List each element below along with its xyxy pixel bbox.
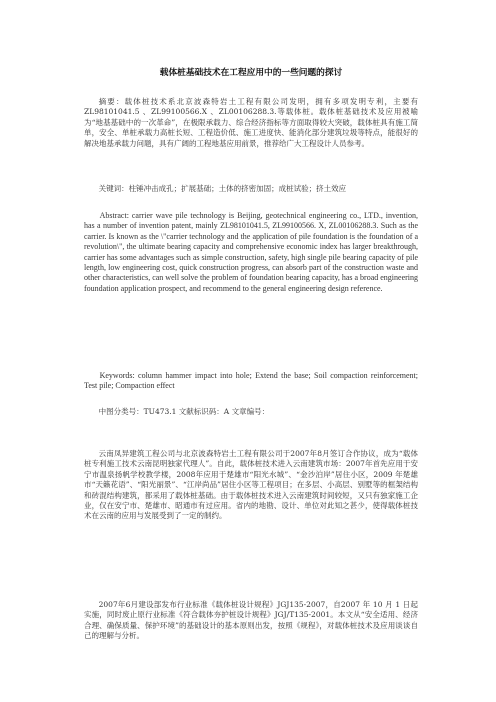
keywords-en: Keywords: column hammer impact into hole; Extend the base; Soil compaction reinforcement; Test pile; Compaction effect <box>84 371 418 391</box>
body-paragraph-2: 2007年6月建设部发布行业标准《载体桩设计规程》JGJ135-2007，自2007 年 10 月 1 日起实施，同时废止原行业标准《符合载体夯护桩设计规程》JGJ/T135-2001。本文从“安全适用、经济合理、确保质量、保护环境”的基础设计的基本原则出发，按照《规程》，对载体桩技术及应用谈谈自己的理解与分析。 <box>84 600 418 641</box>
abstract-cn: 摘要：载体桩技术系北京波森特岩土工程有限公司发明，拥有多项发明专利，主要有ZL98101041.5 、ZL99100566.X 、ZL00106288.3.等载体桩。载体桩基础技术及应用被喻为“地基基础中的一次革命”，在极限承载力、综合经济指标等方面取得较大突破，载体桩具有施工简单，安全、单桩承载力高桩长短、工程造价低、施工进度快、能消化部分建筑垃圾等特点，能很好的解决地基承载力问题，具有广阔的工程地基应用前景，推荐给广大工程设计人员参考。 <box>84 97 418 148</box>
article-title: 载体桩基础技术在工程应用中的一些问题的探讨 <box>159 68 343 78</box>
keywords-cn: 关键词：柱锤冲击成孔；扩展基础；土体的挤密加固；成桩试验；挤土效应 <box>98 184 347 193</box>
classification-line: 中图分类号：TU473.1 文献标识码：A 文章编号： <box>98 407 270 416</box>
abstract-en: Abstract: carrier wave pile technology is Beijing, geotechnical engineering co., LTD., invention, has a number of invention patent, mainly ZL98101041.5, ZL99100566. X, ZL00106288.3. Such as the carrier. Is known as the \"carrier technology and the application of pile foundation is the foundation of a revolution\", the ultimate bearing capacity and comprehensive economic index has larger breakthrough, carrier has some advantages such as simple construction, safety, high single pile bearing capacity of pile length, low engineering cost, quick construction progress, can absorb part of the construction waste and other characteristics, can well solve the problem of foundation bearing capacity, has a broad engineering foundation application prospect, and recommend to the general engineering design reference. <box>84 211 419 293</box>
body-paragraph-1: 云南凤异建筑工程公司与北京波森特岩土工程有限公司于2007年8月签订合作协议，成为“载体桩专利施工技术云南昆明独家代理人”。自此，载体桩技术进入云南建筑市场：2007年首先应用于安宁市温泉扬帆学校教学楼，2008年应用于楚雄市“阳光水城”、“金沙泊岸”居住小区，2009 年楚雄市“天籁花语”、“阳光丽景”、“江岸尚品”居住小区等工程项目；在多层、小高层、别墅等的框架结构和砖混结构建筑，都采用了载体桩基础。由于载体桩技术进入云南建筑时间较短，又只有独家施工企业，仅在安宁市、楚雄市、昭通市有过应用。省内的地勘、设计、单位对此知之甚少，使得载体桩技术在云南的应用与发展受到了一定的制约。 <box>84 449 418 521</box>
